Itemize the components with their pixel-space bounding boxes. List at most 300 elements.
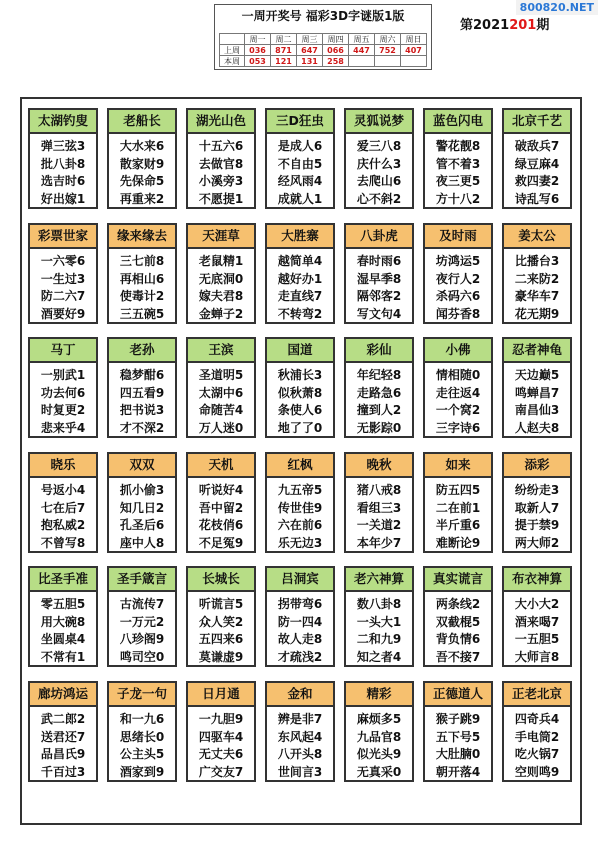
riddle-line: 才疏浅2 bbox=[277, 649, 323, 664]
day-header-row bbox=[220, 34, 427, 45]
riddle-lines bbox=[109, 138, 175, 208]
riddle-line: 不足冤9 bbox=[198, 535, 244, 550]
riddle-card-title: 缘来缘去 bbox=[109, 225, 175, 249]
riddle-card bbox=[186, 108, 256, 209]
riddle-line: 五下号5 bbox=[435, 729, 481, 744]
riddle-line: 猴子跳9 bbox=[435, 712, 481, 726]
day-label: 周五 bbox=[349, 34, 375, 45]
riddle-lines bbox=[346, 482, 412, 552]
riddle-line: 方十八2 bbox=[435, 191, 481, 206]
riddle-line: 夜行人2 bbox=[435, 271, 481, 286]
riddle-line: 走直线7 bbox=[277, 289, 323, 303]
riddle-card-title: 姜太公 bbox=[504, 225, 570, 249]
riddle-line: 鸣蝉昌7 bbox=[514, 385, 560, 400]
riddle-line: 乐无边3 bbox=[277, 535, 323, 550]
riddle-lines bbox=[188, 138, 254, 208]
riddle-line: 老鼠精1 bbox=[198, 254, 244, 268]
riddle-line: 吾不接7 bbox=[435, 649, 481, 664]
riddle-lines bbox=[30, 367, 96, 437]
riddle-line: 听谎言5 bbox=[198, 597, 244, 611]
riddle-line: 六在前6 bbox=[277, 518, 323, 532]
riddle-lines bbox=[109, 482, 175, 552]
riddle-line: 豪华车7 bbox=[514, 289, 560, 303]
day-label: 周一 bbox=[245, 34, 271, 45]
riddle-card bbox=[28, 681, 98, 782]
riddle-line: 无影踪0 bbox=[356, 420, 402, 435]
riddle-card bbox=[265, 681, 335, 782]
riddle-line: 五四来6 bbox=[198, 632, 244, 646]
riddle-line: 天边巅5 bbox=[514, 368, 560, 382]
panel-title: 一周开奖号 福彩3D字谜版1版 bbox=[241, 9, 405, 23]
riddle-line: 无真采0 bbox=[356, 764, 402, 779]
riddle-lines bbox=[346, 596, 412, 666]
riddle-line: 传世佳9 bbox=[277, 500, 323, 515]
riddle-line: 万人迷0 bbox=[198, 420, 244, 435]
riddle-card-title: 精彩 bbox=[346, 683, 412, 707]
riddle-line: 越好办1 bbox=[277, 271, 323, 286]
riddle-line: 管不着3 bbox=[435, 156, 481, 171]
riddle-line: 圣道明5 bbox=[198, 368, 244, 382]
row-label: 本周 bbox=[220, 56, 245, 67]
riddle-line: 比播台3 bbox=[514, 254, 560, 268]
riddle-line: 功去何6 bbox=[40, 385, 86, 400]
riddle-card-title: 布衣神算 bbox=[504, 568, 570, 592]
riddle-card bbox=[344, 566, 414, 667]
riddle-line: 再重来2 bbox=[119, 191, 165, 206]
riddle-card-title: 蓝色闪电 bbox=[425, 110, 491, 134]
weekly-draw-panel bbox=[214, 4, 432, 70]
riddle-line: 无底洞0 bbox=[198, 271, 244, 286]
riddle-lines bbox=[504, 482, 570, 552]
riddle-line: 命随苦4 bbox=[198, 403, 244, 417]
riddle-line: 一六零6 bbox=[40, 254, 86, 268]
riddle-lines bbox=[188, 482, 254, 552]
riddle-line: 本年少7 bbox=[356, 535, 402, 550]
riddle-lines bbox=[267, 253, 333, 323]
riddle-line: 时复更2 bbox=[40, 403, 86, 417]
riddle-card bbox=[107, 452, 177, 553]
riddle-line: 双截棍5 bbox=[435, 614, 481, 629]
riddle-card bbox=[423, 452, 493, 553]
riddle-line: 一生过3 bbox=[40, 271, 86, 286]
riddle-line: 一头大1 bbox=[356, 614, 402, 629]
riddle-card-title: 红枫 bbox=[267, 454, 333, 478]
riddle-line: 无丈夫6 bbox=[198, 747, 244, 761]
issue-value: 201 bbox=[509, 18, 537, 33]
last-week-row bbox=[220, 45, 427, 56]
riddle-line: 东风起4 bbox=[277, 729, 323, 744]
riddle-line: 越简单4 bbox=[277, 254, 323, 268]
riddle-line: 猪八戒8 bbox=[356, 483, 402, 497]
riddle-line: 防五四5 bbox=[435, 483, 481, 497]
riddle-line: 数八卦8 bbox=[356, 597, 402, 611]
riddle-line: 写文句4 bbox=[356, 306, 402, 321]
row-label: 上周 bbox=[220, 45, 245, 56]
riddle-line: 破敌兵7 bbox=[514, 139, 560, 153]
riddle-line: 鸣司空0 bbox=[119, 649, 165, 664]
riddle-lines bbox=[267, 596, 333, 666]
riddle-line: 一关道2 bbox=[356, 518, 402, 532]
riddle-lines bbox=[188, 711, 254, 781]
riddle-line: 零五胆5 bbox=[40, 597, 86, 611]
riddle-card-title: 添彩 bbox=[504, 454, 570, 478]
riddle-card bbox=[107, 681, 177, 782]
riddle-line: 夜三更5 bbox=[435, 174, 481, 188]
riddle-card bbox=[28, 108, 98, 209]
riddle-lines bbox=[109, 711, 175, 781]
riddle-card-title: 马丁 bbox=[30, 339, 96, 363]
riddle-card bbox=[186, 452, 256, 553]
riddle-line: 秋浦长3 bbox=[277, 368, 323, 382]
riddle-line: 防一四4 bbox=[277, 614, 323, 629]
riddle-line: 防二六7 bbox=[40, 289, 86, 303]
riddle-card bbox=[502, 337, 572, 438]
riddle-card-title: 小佛 bbox=[425, 339, 491, 363]
riddle-line: 大师言8 bbox=[514, 649, 560, 664]
riddle-card bbox=[502, 566, 572, 667]
riddle-line: 稳梦酣6 bbox=[119, 368, 165, 382]
riddle-line: 再相山6 bbox=[119, 271, 165, 286]
riddle-line: 三字诗6 bbox=[435, 420, 481, 435]
riddle-line: 地了了0 bbox=[277, 420, 323, 435]
riddle-line: 古流传7 bbox=[119, 597, 165, 611]
riddle-lines bbox=[267, 711, 333, 781]
riddle-line: 七在后7 bbox=[40, 500, 86, 515]
riddle-line: 大小大2 bbox=[514, 597, 560, 611]
riddle-line: 绿豆麻4 bbox=[514, 156, 560, 171]
riddle-card-title: 晓乐 bbox=[30, 454, 96, 478]
riddle-lines bbox=[346, 253, 412, 323]
riddle-line: 花无期9 bbox=[514, 306, 560, 321]
riddle-card bbox=[423, 681, 493, 782]
draw-number bbox=[349, 56, 375, 67]
riddle-card bbox=[28, 337, 98, 438]
riddle-card-title: 彩票世家 bbox=[30, 225, 96, 249]
riddle-line: 九五帝5 bbox=[277, 483, 323, 497]
riddle-lines bbox=[504, 367, 570, 437]
riddle-line: 四驱车4 bbox=[198, 729, 244, 744]
corner-cell bbox=[220, 34, 245, 45]
issue-prefix: 第2021 bbox=[460, 18, 510, 33]
riddle-line: 去爬山6 bbox=[356, 174, 402, 188]
riddle-card bbox=[265, 452, 335, 553]
draw-number: 121 bbox=[271, 56, 297, 67]
riddle-line: 众人笑2 bbox=[198, 614, 244, 629]
riddle-card bbox=[28, 566, 98, 667]
riddle-line: 酒来喝7 bbox=[514, 614, 560, 629]
draw-number-table bbox=[219, 33, 427, 67]
riddle-card-title: 日月通 bbox=[188, 683, 254, 707]
riddle-line: 提于禁9 bbox=[514, 518, 560, 532]
riddle-line: 莫谦虚9 bbox=[198, 649, 244, 664]
riddle-line: 十五六6 bbox=[198, 139, 244, 153]
riddle-line: 千百过3 bbox=[40, 764, 86, 779]
riddle-card bbox=[344, 223, 414, 324]
riddle-line: 弹三弦3 bbox=[40, 139, 86, 153]
draw-number: 131 bbox=[297, 56, 323, 67]
riddle-card-title: 北京千艺 bbox=[504, 110, 570, 134]
riddle-card-title: 圣手箴言 bbox=[109, 568, 175, 592]
riddle-line: 嫁夫君8 bbox=[198, 289, 244, 303]
riddle-lines bbox=[346, 711, 412, 781]
day-label: 周三 bbox=[297, 34, 323, 45]
riddle-line: 八珍阁9 bbox=[119, 632, 165, 646]
riddle-card bbox=[344, 681, 414, 782]
riddle-line: 成就人1 bbox=[277, 191, 323, 206]
riddle-card-title: 廊坊鸿运 bbox=[30, 683, 96, 707]
riddle-card-title: 如来 bbox=[425, 454, 491, 478]
riddle-card bbox=[344, 108, 414, 209]
riddle-line: 朝开落4 bbox=[435, 764, 481, 779]
riddle-card-title: 忍者神龟 bbox=[504, 339, 570, 363]
riddle-line: 一万元2 bbox=[119, 614, 165, 629]
riddle-lines bbox=[425, 253, 491, 323]
riddle-card-title: 王滨 bbox=[188, 339, 254, 363]
riddle-line: 救四妻2 bbox=[514, 174, 560, 188]
draw-number: 036 bbox=[245, 45, 271, 56]
riddle-line: 条使人6 bbox=[277, 403, 323, 417]
riddle-lines bbox=[188, 596, 254, 666]
riddle-line: 不自由5 bbox=[277, 156, 323, 171]
riddle-line: 诗乱写6 bbox=[514, 191, 560, 206]
riddle-line: 先保命5 bbox=[119, 174, 165, 188]
riddle-lines bbox=[30, 253, 96, 323]
riddle-line: 两大师2 bbox=[514, 535, 560, 550]
riddle-line: 世间言3 bbox=[277, 764, 323, 779]
riddle-card-title: 及时雨 bbox=[425, 225, 491, 249]
riddle-line: 四五看9 bbox=[119, 385, 165, 400]
riddle-card bbox=[107, 566, 177, 667]
riddle-line: 似秋萧8 bbox=[277, 385, 323, 400]
riddle-line: 年纪轻8 bbox=[356, 368, 402, 382]
riddle-line: 大肚腩0 bbox=[435, 747, 481, 761]
riddle-line: 抱私威2 bbox=[40, 518, 86, 532]
riddle-card-title: 彩仙 bbox=[346, 339, 412, 363]
riddle-line: 是成人6 bbox=[277, 139, 323, 153]
riddle-line: 二在前1 bbox=[435, 500, 481, 515]
riddle-line: 情相随0 bbox=[435, 368, 481, 382]
riddle-card bbox=[186, 337, 256, 438]
riddle-line: 知之者4 bbox=[356, 649, 402, 664]
riddle-card-title: 老船长 bbox=[109, 110, 175, 134]
riddle-line: 座中人8 bbox=[119, 535, 165, 550]
riddle-line: 吾中留2 bbox=[198, 500, 244, 515]
riddle-lines bbox=[30, 711, 96, 781]
riddle-line: 把书说3 bbox=[119, 403, 165, 417]
draw-number: 407 bbox=[401, 45, 427, 56]
riddle-line: 心不斜2 bbox=[356, 191, 402, 206]
riddle-line: 抓小偷3 bbox=[119, 483, 165, 497]
riddle-line: 思绪长0 bbox=[119, 729, 165, 744]
this-week-row bbox=[220, 56, 427, 67]
riddle-line: 使毒计2 bbox=[119, 289, 165, 303]
riddle-card bbox=[344, 452, 414, 553]
riddle-line: 背负情6 bbox=[435, 632, 481, 646]
riddle-card-title: 正老北京 bbox=[504, 683, 570, 707]
riddle-line: 号返小4 bbox=[40, 483, 86, 497]
riddle-line: 吃火锅7 bbox=[514, 747, 560, 761]
riddle-line: 拐带弯6 bbox=[277, 597, 323, 611]
riddle-card bbox=[186, 223, 256, 324]
riddle-card-title: 吕洞宾 bbox=[267, 568, 333, 592]
riddle-card bbox=[186, 681, 256, 782]
draw-number: 447 bbox=[349, 45, 375, 56]
riddle-line: 选吉时6 bbox=[40, 174, 86, 188]
riddle-card-title: 正德道人 bbox=[425, 683, 491, 707]
riddle-line: 大水来6 bbox=[119, 139, 165, 153]
riddle-line: 春时雨6 bbox=[356, 254, 402, 268]
riddle-card-title: 老六神算 bbox=[346, 568, 412, 592]
riddle-card bbox=[265, 337, 335, 438]
riddle-card bbox=[186, 566, 256, 667]
riddle-card bbox=[28, 223, 98, 324]
riddle-line: 听说好4 bbox=[198, 483, 244, 497]
riddle-line: 四奇兵4 bbox=[514, 712, 560, 726]
riddle-card-title: 长城长 bbox=[188, 568, 254, 592]
riddle-line: 南昌仙3 bbox=[514, 403, 560, 417]
riddle-lines bbox=[425, 596, 491, 666]
riddle-line: 不常有1 bbox=[40, 649, 86, 664]
riddle-line: 一别武1 bbox=[40, 368, 86, 382]
riddle-line: 手电筒2 bbox=[514, 729, 560, 744]
riddle-line: 广交友7 bbox=[198, 764, 244, 779]
riddle-line: 送君还7 bbox=[40, 729, 86, 744]
riddle-line: 半斤重6 bbox=[435, 518, 481, 532]
riddle-card-title: 三D狂虫 bbox=[267, 110, 333, 134]
riddle-card bbox=[423, 566, 493, 667]
riddle-lines bbox=[425, 138, 491, 208]
riddle-line: 闻芬香8 bbox=[435, 306, 481, 321]
riddle-line: 隔邻客2 bbox=[356, 289, 402, 303]
riddle-line: 难断论9 bbox=[435, 535, 481, 550]
riddle-line: 好出嫁1 bbox=[40, 191, 86, 206]
riddle-line: 九品官8 bbox=[356, 729, 402, 744]
site-watermark: 800820.NET bbox=[516, 0, 598, 15]
riddle-line: 武二郎2 bbox=[40, 712, 86, 726]
riddle-line: 空则鸣9 bbox=[514, 764, 560, 779]
riddle-card bbox=[107, 337, 177, 438]
riddle-card-title: 国道 bbox=[267, 339, 333, 363]
riddle-card bbox=[265, 223, 335, 324]
riddle-lines bbox=[425, 711, 491, 781]
riddle-lines bbox=[267, 367, 333, 437]
issue-number bbox=[460, 14, 549, 33]
riddle-line: 太湖中6 bbox=[198, 385, 244, 400]
riddle-line: 三五碗5 bbox=[119, 306, 165, 321]
riddle-line: 撞到人2 bbox=[356, 403, 402, 417]
day-label: 周二 bbox=[271, 34, 297, 45]
riddle-card bbox=[502, 681, 572, 782]
riddle-card-title: 天机 bbox=[188, 454, 254, 478]
riddle-line: 人赵夫8 bbox=[514, 420, 560, 435]
riddle-lines bbox=[504, 596, 570, 666]
riddle-lines bbox=[30, 138, 96, 208]
riddle-line: 庆什么3 bbox=[356, 156, 402, 171]
riddle-lines bbox=[267, 138, 333, 208]
riddle-line: 二来防2 bbox=[514, 271, 560, 286]
draw-number: 871 bbox=[271, 45, 297, 56]
riddle-line: 和一九6 bbox=[119, 712, 165, 726]
riddle-card-title: 比圣手准 bbox=[30, 568, 96, 592]
riddle-card-title: 太湖钓叟 bbox=[30, 110, 96, 134]
riddle-card-title: 湖光山色 bbox=[188, 110, 254, 134]
riddle-line: 爱三八8 bbox=[356, 139, 402, 153]
draw-number: 258 bbox=[323, 56, 349, 67]
riddle-line: 散家财9 bbox=[119, 156, 165, 171]
day-label: 周日 bbox=[401, 34, 427, 45]
riddle-line: 酒家到9 bbox=[119, 764, 165, 779]
riddle-line: 故人走8 bbox=[277, 632, 323, 646]
riddle-card bbox=[502, 452, 572, 553]
riddle-lines bbox=[346, 367, 412, 437]
riddle-lines bbox=[109, 367, 175, 437]
riddle-card-title: 天涯草 bbox=[188, 225, 254, 249]
riddle-card bbox=[423, 223, 493, 324]
riddle-lines bbox=[188, 367, 254, 437]
draw-number bbox=[375, 56, 401, 67]
riddle-lines bbox=[504, 711, 570, 781]
riddle-card bbox=[423, 337, 493, 438]
riddle-lines bbox=[188, 253, 254, 323]
riddle-lines bbox=[346, 138, 412, 208]
riddle-line: 一五胆5 bbox=[514, 632, 560, 646]
riddle-line: 湿早季8 bbox=[356, 271, 402, 286]
draw-number: 752 bbox=[375, 45, 401, 56]
riddle-card bbox=[344, 337, 414, 438]
riddle-line: 花枝俏6 bbox=[198, 518, 244, 532]
riddle-line: 用大碗8 bbox=[40, 614, 86, 629]
draw-number: 053 bbox=[245, 56, 271, 67]
riddle-card bbox=[502, 108, 572, 209]
riddle-line: 知几日2 bbox=[119, 500, 165, 515]
riddle-line: 看组三3 bbox=[356, 500, 402, 515]
riddle-line: 一个窝2 bbox=[435, 403, 481, 417]
riddle-lines bbox=[30, 482, 96, 552]
riddle-lines bbox=[425, 367, 491, 437]
riddle-line: 麻烦多5 bbox=[356, 712, 402, 726]
riddle-line: 才不深2 bbox=[119, 420, 165, 435]
riddle-card-title: 老孙 bbox=[109, 339, 175, 363]
draw-number bbox=[401, 56, 427, 67]
riddle-lines bbox=[109, 253, 175, 323]
riddle-card bbox=[502, 223, 572, 324]
riddle-line: 小溪旁3 bbox=[198, 174, 244, 188]
riddle-line: 三七前8 bbox=[119, 254, 165, 268]
riddle-card bbox=[107, 108, 177, 209]
riddle-line: 不转弯2 bbox=[277, 306, 323, 321]
riddle-lines bbox=[30, 596, 96, 666]
riddle-lines bbox=[504, 138, 570, 208]
riddle-line: 孔圣后6 bbox=[119, 518, 165, 532]
riddle-line: 公主头5 bbox=[119, 747, 165, 761]
day-label: 周四 bbox=[323, 34, 349, 45]
draw-number: 066 bbox=[323, 45, 349, 56]
riddle-card-title: 真实谎言 bbox=[425, 568, 491, 592]
riddle-lines bbox=[267, 482, 333, 552]
riddle-line: 纷纷走3 bbox=[514, 483, 560, 497]
riddle-card bbox=[265, 566, 335, 667]
riddle-line: 去做官8 bbox=[198, 156, 244, 171]
riddle-card-title: 双双 bbox=[109, 454, 175, 478]
riddle-line: 不曾写8 bbox=[40, 535, 86, 550]
riddle-card bbox=[28, 452, 98, 553]
riddle-line: 辨是非7 bbox=[277, 712, 323, 726]
riddle-lines bbox=[109, 596, 175, 666]
riddle-line: 八开头8 bbox=[277, 747, 323, 761]
riddle-line: 似光头9 bbox=[356, 747, 402, 761]
riddle-line: 两条线2 bbox=[435, 597, 481, 611]
riddle-card bbox=[423, 108, 493, 209]
